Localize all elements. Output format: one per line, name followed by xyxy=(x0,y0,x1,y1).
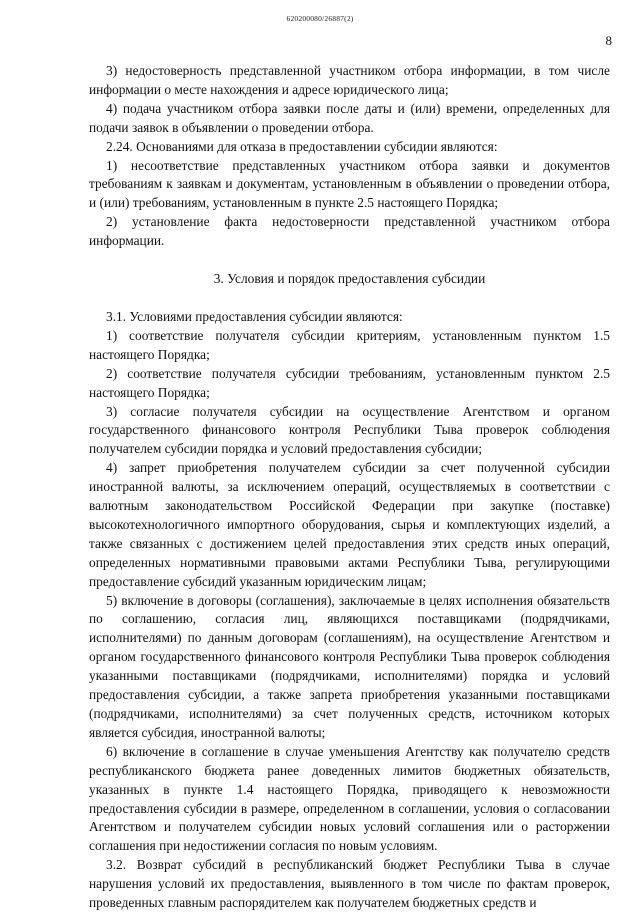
paragraph: 1) несоответствие представленных участником отбора заявки и документов требованиям к заявкам и документам, установленным в объявлении о проведении отбора, и (или) требованиям, установленным в пункте 2.5 настоящего Порядка; xyxy=(89,157,610,211)
paragraph: 5) включение в договоры (соглашения), заключаемые в целях исполнения обязательств по соглашению, согласия лиц, являющихся поставщиками (подрядчиками, исполнителями) по данным договорам (соглашениям), на осуществление Агентством и органом государственного финансового контроля Республики Тыва проверок соблюдения указанными поставщиками (подрядчиками, исполнителями) порядка и условий предоставления субсидии, а также запрета приобретения указанными поставщиками (подрядчиками, исполнителями) за счет полученных средств, источником которых является субсидия, иностранной валюты; xyxy=(89,592,610,740)
paragraph: 6) включение в соглашение в случае уменьшения Агентству как получателю средств республиканского бюджета ранее доведенных лимитов бюджетных обязательств, указанных в пункте 1.4 настоящего Порядка, приводящего к невозможности предоставления субсидии в размере, определенном в соглашении, условия о согласовании Агентством и получателем субсидии новых условий соглашения или о расторжении соглашения при недостижении согласия по новым условиям. xyxy=(89,743,610,854)
paragraph: 2) соответствие получателя субсидии требованиям, установленным пунктом 2.5 настоящего Порядка; xyxy=(89,365,610,400)
paragraph: 3) согласие получателя субсидии на осуществление Агентством и органом государственного финансового контроля Республики Тыва проверок соблюдения получателем субсидии порядка и условий предоставления субсидии; xyxy=(89,403,610,457)
paragraph: 3) недостоверность представленной участником отбора информации, в том числе информации о месте нахождения и адресе юридического лица; xyxy=(89,63,610,97)
paragraph: 4) подача участником отбора заявки после даты и (или) времени, определенных для подачи заявок в объявлении о проведении отбора. xyxy=(89,100,610,135)
paragraph: 2.24. Основаниями для отказа в предоставлении субсидии являются: xyxy=(106,138,498,154)
section-title: 3. Условия и порядок предоставления субсидии xyxy=(213,271,486,287)
document-code: 620200080/26887(2) xyxy=(286,14,354,23)
paragraph: 1) соответствие получателя субсидии критериям, установленным пунктом 1.5 настоящего Порядка; xyxy=(89,327,610,362)
document-body xyxy=(89,62,610,913)
paragraph: 4) запрет приобретения получателем субсидии за счет полученной субсидии иностранной валюты, за исключением операций, осуществляемых в соответствии с валютным законодательством Российской Федерации при закупке (поставке) высокотехнологичного импортного оборудования, сырья и комплектующих изделий, а также связанных с достижением целей предоставления этих средств иных операций, определенных нормативными правовыми актами Республики Тыва, регулирующими предоставление субсидий указанным юридическим лицам; xyxy=(89,460,610,589)
page-number: 8 xyxy=(605,33,612,48)
paragraph: 2) установление факта недостоверности представленной участником отбора информации. xyxy=(89,214,610,249)
paragraph: 3.1. Условиями предоставления субсидии являются: xyxy=(106,308,403,324)
paragraph: 3.2. Возврат субсидий в республиканский бюджет Республики Тыва в случае нарушения условий их предоставления, выявленного в том числе по фактам проверок, проведенных главным распорядителем как получателем бюджетных средств и xyxy=(89,857,610,911)
